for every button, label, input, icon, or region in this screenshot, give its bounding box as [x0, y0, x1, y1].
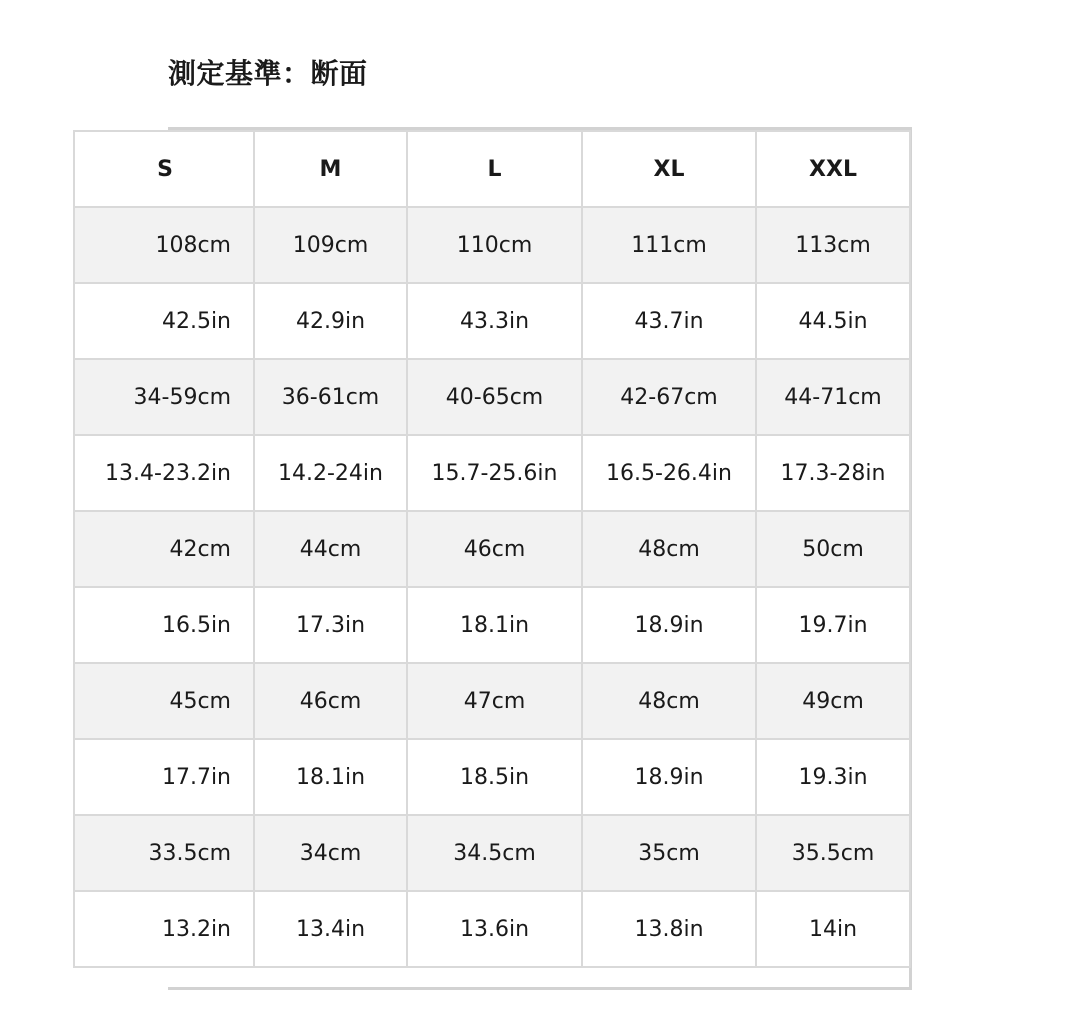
table-cell: 13.6in	[407, 891, 582, 967]
table-cell: 46cm	[407, 511, 582, 587]
table-row	[74, 739, 910, 815]
table-cell: 16.5in	[74, 587, 254, 663]
table-cell: 33.5cm	[74, 815, 254, 891]
table-cell: 17.3-28in	[756, 435, 910, 511]
table-cell: 18.1in	[254, 739, 407, 815]
table-cell: 16.5-26.4in	[582, 435, 756, 511]
table-cell: 111cm	[582, 207, 756, 283]
table-row	[74, 891, 910, 967]
table-cell: 48cm	[582, 663, 756, 739]
table-cell: 18.1in	[407, 587, 582, 663]
header-cell-l: L	[407, 131, 582, 207]
table-row	[74, 359, 910, 435]
table-cell: 34.5cm	[407, 815, 582, 891]
table-cell: 17.7in	[74, 739, 254, 815]
table-cell: 44.5in	[756, 283, 910, 359]
header-cell-xxl: XXL	[756, 131, 910, 207]
table-row	[74, 815, 910, 891]
table-cell: 19.3in	[756, 739, 910, 815]
table-cell: 42-67cm	[582, 359, 756, 435]
table-cell: 44cm	[254, 511, 407, 587]
table-cell: 42cm	[74, 511, 254, 587]
table-cell: 42.9in	[254, 283, 407, 359]
table-cell: 19.7in	[756, 587, 910, 663]
table-cell: 113cm	[756, 207, 910, 283]
table-cell: 36-61cm	[254, 359, 407, 435]
table-cell: 13.4-23.2in	[74, 435, 254, 511]
table-cell: 40-65cm	[407, 359, 582, 435]
table-cell: 34-59cm	[74, 359, 254, 435]
table-cell: 13.2in	[74, 891, 254, 967]
table-cell: 15.7-25.6in	[407, 435, 582, 511]
table-cell: 18.9in	[582, 587, 756, 663]
table-cell: 14.2-24in	[254, 435, 407, 511]
table-cell: 42.5in	[74, 283, 254, 359]
table-cell: 108cm	[74, 207, 254, 283]
header-cell-m: M	[254, 131, 407, 207]
table-cell: 13.8in	[582, 891, 756, 967]
page-title: 測定基準：断面	[168, 57, 368, 90]
table-cell: 50cm	[756, 511, 910, 587]
table-cell: 14in	[756, 891, 910, 967]
table-cell: 49cm	[756, 663, 910, 739]
table-cell: 44-71cm	[756, 359, 910, 435]
table-cell: 35cm	[582, 815, 756, 891]
table-cell: 110cm	[407, 207, 582, 283]
size-table	[73, 130, 911, 968]
table-cell: 47cm	[407, 663, 582, 739]
table-row	[74, 587, 910, 663]
table-cell: 43.7in	[582, 283, 756, 359]
table-cell: 18.5in	[407, 739, 582, 815]
table-row	[74, 207, 910, 283]
table-cell: 48cm	[582, 511, 756, 587]
table-cell: 46cm	[254, 663, 407, 739]
table-cell: 45cm	[74, 663, 254, 739]
table-row	[74, 283, 910, 359]
table-cell: 35.5cm	[756, 815, 910, 891]
table-cell: 109cm	[254, 207, 407, 283]
table-header-row	[74, 131, 910, 207]
header-cell-xl: XL	[582, 131, 756, 207]
header-cell-s: S	[74, 131, 254, 207]
size-table-scroll-area[interactable]	[105, 127, 912, 990]
table-cell: 17.3in	[254, 587, 407, 663]
table-cell: 34cm	[254, 815, 407, 891]
table-cell: 13.4in	[254, 891, 407, 967]
table-row	[74, 435, 910, 511]
table-cell: 18.9in	[582, 739, 756, 815]
table-row	[74, 663, 910, 739]
table-cell: 43.3in	[407, 283, 582, 359]
table-row	[74, 511, 910, 587]
